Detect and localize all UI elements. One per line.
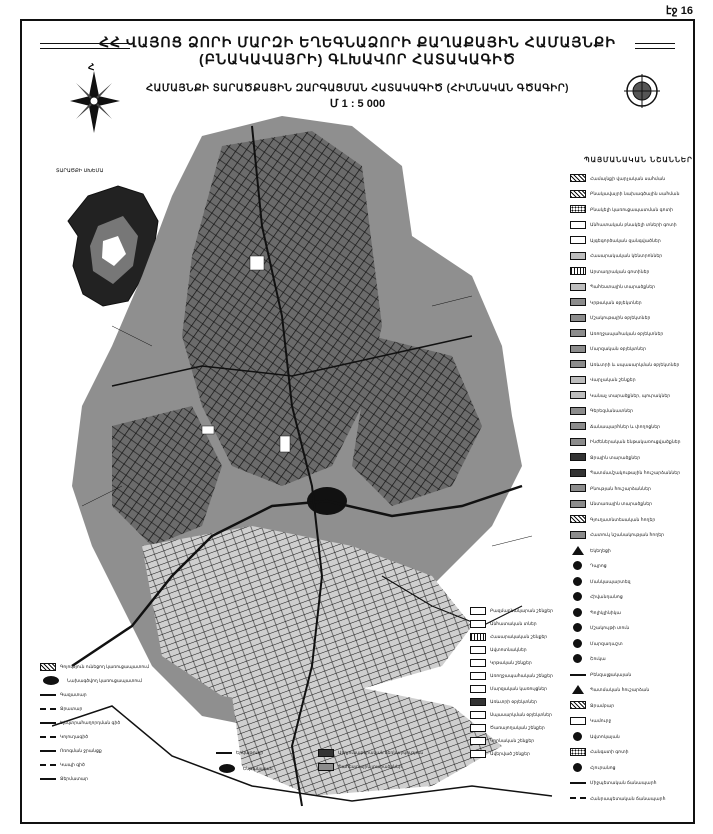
legend-symbol-icon (573, 654, 582, 663)
legend-symbol-icon (573, 608, 582, 617)
page-number: էջ 16 (665, 5, 693, 17)
legend-item (570, 575, 695, 587)
legend-label: Ավերված շենքեր (490, 751, 530, 756)
legend-item (570, 405, 695, 417)
legend-symbol-icon (570, 515, 586, 523)
legend-symbol-icon (40, 736, 56, 738)
legend-symbol-icon (570, 190, 586, 198)
legend-symbol-icon (570, 314, 586, 322)
legend-label: Անտառային տարածքներ (590, 501, 653, 506)
legend-label: Անհատական տներ (490, 621, 537, 626)
legend-label: Երկաթուղի (236, 750, 264, 755)
legend-item (570, 699, 695, 711)
legend-item (570, 777, 695, 789)
legend-symbol-icon (570, 717, 586, 725)
legend-item (470, 605, 553, 616)
map-title-line1: ՀՀ ՎԱՅՈՑ ՁՈՐԻ ՄԱՐԶԻ ԵՂԵԳՆԱՁՈՐԻ ՔԱՂԱՔԱՅԻՆ ՀԱՄԱՅՆՔԻ (99, 34, 616, 50)
legend-label: Արտադրական գոտիներ (590, 268, 650, 274)
legend-symbol-icon (43, 676, 59, 685)
legend-label: Բնության հուշարձաններ (590, 485, 651, 491)
legend-item (570, 265, 695, 277)
legend-symbol-icon (573, 577, 582, 586)
legend-item (40, 703, 82, 714)
legend-label: Եկեղեցի (590, 547, 611, 553)
legend-item (570, 560, 695, 572)
legend-symbol-icon (40, 764, 56, 766)
legend-symbol-icon (570, 205, 586, 213)
map-sheet (20, 19, 695, 824)
legend-item (570, 234, 695, 246)
legend-item (470, 644, 527, 655)
legend-symbol-icon (318, 749, 334, 757)
legend-symbol-icon (570, 236, 586, 244)
legend-symbol-icon (470, 698, 486, 706)
legend-item (318, 761, 402, 772)
legend-label: Պատմական հուշարձան (590, 687, 650, 692)
legend-item (570, 312, 695, 324)
map-title-line2: (ԲՆԱԿԱՎԱՅՐԻ) ԳԼԽԱՎՈՐ ՀԱՏԱԿԱԳԻԾ (199, 51, 516, 67)
legend-label: Ջրային տարածքներ (590, 454, 641, 460)
legend-symbol-icon (570, 500, 586, 508)
legend-label: Կրոնական շենքեր (490, 738, 535, 743)
legend-symbol-icon (470, 620, 486, 628)
legend-item (470, 722, 545, 733)
legend-symbol-icon (40, 750, 56, 752)
legend-item (570, 622, 695, 634)
legend-item (570, 637, 695, 649)
legend-label: Պոլիկլինիկա (590, 609, 622, 615)
legend-label: Ջրամբար (590, 702, 615, 708)
legend-item (40, 731, 88, 742)
legend-label: Գյուղատնտեսական հողեր (590, 516, 656, 522)
legend-symbol-icon (470, 659, 486, 667)
legend-symbol-icon (570, 674, 586, 676)
legend-item (216, 747, 263, 758)
legend-label: Միջպետական ճանապարհ (590, 780, 657, 785)
legend-item (470, 735, 534, 746)
legend-label: Բնակավայրի նախագծային սահման (590, 191, 680, 196)
legend-label: Ճանապարհներ և փողոցներ (590, 423, 661, 429)
legend-symbol-icon (570, 345, 586, 353)
legend-label: Հանրապետական ճանապարհ (590, 795, 666, 801)
legend-title: ՊԱՅՄԱՆԱԿԱՆ ՆՇԱՆՆԵՐ (584, 157, 693, 164)
legend-item (40, 773, 88, 784)
legend-symbol-icon (570, 252, 586, 260)
legend-symbol-icon (470, 672, 486, 680)
legend-item (570, 746, 695, 758)
legend-label: Նախագծվող կառուցապատում (67, 678, 143, 683)
legend-symbol-icon (570, 531, 586, 539)
legend-label: Կոյուղագիծ (60, 734, 89, 739)
legend-item (570, 653, 695, 665)
legend-label: Ծառայողական շենքեր (490, 725, 545, 730)
legend-item (470, 618, 537, 629)
legend-symbol-icon (470, 750, 486, 758)
legend-symbol-icon (40, 663, 56, 671)
legend-symbol-icon (570, 174, 586, 182)
legend-label: Սպասարկման օբյեկտներ (490, 712, 552, 717)
legend-item (570, 668, 695, 680)
legend-symbol-icon (470, 711, 486, 719)
legend-item (570, 467, 695, 479)
legend-label: Շուկա (590, 656, 606, 661)
legend-label: Հասարակական կենտրոններ (590, 253, 663, 258)
legend-symbol-icon (470, 685, 486, 693)
legend-item (40, 661, 149, 672)
legend-label: Կամուրջ (590, 718, 612, 723)
legend-symbol-icon (570, 376, 586, 384)
map-scale: Մ 1 : 5 000 (329, 98, 386, 110)
legend-item (40, 717, 120, 728)
legend-item (570, 296, 695, 308)
legend-item (570, 513, 695, 525)
legend-label: Կապի գիծ (60, 762, 85, 767)
legend-label: Կանաչ տարածքներ, պուրակներ (590, 392, 671, 398)
legend-label: Առևտրի օբյեկտներ (490, 699, 537, 704)
legend-label: Բազմաբնակարան շենքեր (490, 608, 553, 613)
legend-label: Պատմամշակութային հուշարձաններ (590, 470, 681, 475)
legend-item (570, 451, 695, 463)
legend-symbol-icon (570, 267, 586, 275)
legend-label: Ինժեներական ենթակառուցվածքներ (590, 439, 681, 444)
legend-symbol-icon (219, 764, 235, 773)
legend-label: Գոյություն ունեցող կառուցապատում (60, 664, 150, 669)
legend-item (570, 591, 695, 603)
legend-symbol-icon (573, 623, 582, 632)
legend-symbol-icon (570, 329, 586, 337)
legend-item (318, 747, 423, 758)
legend-symbol-icon (570, 391, 586, 399)
legend-item (570, 389, 695, 401)
legend-item (570, 358, 695, 370)
legend-item (570, 761, 695, 773)
legend-symbol-icon (216, 752, 232, 754)
legend-symbol-icon (570, 407, 586, 415)
legend-label: Հանգստի գոտի (590, 749, 629, 754)
legend-item (570, 482, 695, 494)
legend-item (570, 684, 695, 696)
legend-symbol-icon (318, 763, 334, 771)
legend-label: Անհատական բնակելի տների գոտի (590, 222, 677, 227)
legend-symbol-icon (40, 694, 56, 696)
legend-item (470, 709, 552, 720)
legend-label: Մարզական օբյեկտներ (590, 346, 646, 351)
legend-item (570, 188, 695, 200)
legend-symbol-icon (40, 722, 56, 724)
legend-label: Ավտոտնակներ (490, 647, 527, 652)
legend-symbol-icon (570, 484, 586, 492)
legend-symbol-icon (572, 546, 584, 555)
legend-symbol-icon (470, 633, 486, 641)
legend-label: Առողջապահական օբյեկտներ (590, 330, 664, 336)
legend-symbol-icon (570, 438, 586, 446)
legend-symbol-icon (572, 685, 584, 694)
legend-label: Էլեկտրահաղորդման գիծ (60, 720, 121, 725)
legend-label: Համայնքի վարչական սահման (590, 175, 666, 181)
legend-item (570, 606, 695, 618)
legend-label: Հիվանդանոց (590, 594, 623, 599)
legend-item (570, 498, 695, 510)
legend-label: Գերեզմանատներ (590, 408, 634, 413)
legend-item (570, 250, 695, 262)
legend-label: Ենթակայան (243, 766, 273, 771)
legend-symbol-icon (570, 453, 586, 461)
legend-item (216, 763, 273, 774)
legend-label: Ջերմատար (60, 776, 89, 781)
legend-item (470, 631, 547, 642)
legend-label: Կրթական օբյեկտներ (590, 299, 642, 305)
legend-item (40, 675, 142, 686)
legend-item (570, 420, 695, 432)
legend-label: Վարչական շենքեր (590, 377, 636, 382)
legend-label: Կրթական շենքեր (490, 660, 532, 665)
legend-label: Արդյունաբերական ձեռնարկություն (338, 750, 424, 755)
legend-item (570, 219, 695, 231)
legend-label: Ջրատար (60, 706, 83, 711)
legend-label: Մարզադաշտ (590, 640, 623, 646)
legend-label: Մարզական կառույցներ (490, 686, 547, 691)
legend-label: Առևտրի և սպասարկման օբյեկտներ (590, 361, 680, 367)
legend-label: Մանկապարտեզ (590, 578, 631, 584)
legend-label: Գազատար (60, 692, 87, 697)
legend-label: Բենզալցակայան (590, 671, 632, 677)
legend-item (570, 281, 695, 293)
legend-item (570, 374, 695, 386)
map-subtitle: ՀԱՄԱՅՆՔԻ ՏԱՐԱԾՔԱՅԻՆ ԶԱՐԳԱՑՄԱՆ ՀԱՏԱԿԱԳԻԾ (ՀԻՄՆԱԿԱՆ ԳԾԱԳԻՐ) (146, 83, 569, 94)
legend-symbol-icon (573, 561, 582, 570)
legend-item (570, 544, 695, 556)
legend-symbol-icon (573, 763, 582, 772)
legend-item (470, 696, 537, 707)
legend-label: Հյուրանոց (590, 764, 616, 770)
legend-symbol-icon (573, 732, 582, 741)
legend-item (570, 529, 695, 541)
legend-item (470, 748, 530, 759)
legend-label: Ավտոկայան (590, 733, 620, 739)
legend-symbol-icon (470, 724, 486, 732)
legend-symbol-icon (570, 422, 586, 430)
inset-label: ՏԱՐԱԾՔԻ ՍԽԵՄԱ (56, 168, 104, 174)
legend-label: Բնակելի կառուցապատման գոտի (590, 206, 673, 212)
legend-symbol-icon (573, 592, 582, 601)
north-label: Հ (88, 62, 95, 72)
legend-label: Դպրոց (590, 563, 607, 568)
legend-label: Մշակույթի տուն (590, 625, 630, 630)
legend-label: Պահեստային տարածքներ (338, 764, 402, 769)
legend-item (40, 745, 102, 756)
legend-item (570, 203, 695, 215)
legend-symbol-icon (40, 778, 56, 780)
legend-symbol-icon (470, 646, 486, 654)
legend-item (470, 670, 553, 681)
legend-label: Հատուկ նշանակության հողեր (590, 532, 665, 537)
legend-item (570, 792, 695, 804)
legend-symbol-icon (570, 748, 586, 756)
legend-item (570, 327, 695, 339)
emblem-icon (622, 73, 662, 109)
legend-item (570, 730, 695, 742)
legend-item (470, 657, 532, 668)
legend-label: Առողջապահական շենքեր (490, 673, 553, 678)
legend-label: Պահեստային տարածքներ (590, 284, 656, 289)
legend-symbol-icon (570, 701, 586, 709)
legend-symbol-icon (570, 283, 586, 291)
legend-label: Այգեգործական զանգվածներ (590, 237, 661, 243)
legend-symbol-icon (570, 221, 586, 229)
legend-item (40, 689, 87, 700)
legend-item (470, 683, 547, 694)
legend-symbol-icon (573, 639, 582, 648)
legend-item (570, 715, 695, 727)
legend-label: Ոռոգման ջրանցք (60, 748, 102, 753)
legend-symbol-icon (570, 298, 586, 306)
legend-item (40, 759, 85, 770)
legend-symbol-icon (570, 782, 586, 784)
legend-symbol-icon (570, 797, 586, 799)
legend-symbol-icon (470, 607, 486, 615)
legend-symbol-icon (570, 469, 586, 477)
legend-symbol-icon (570, 360, 586, 368)
legend-symbol-icon (470, 737, 486, 745)
legend-item (570, 436, 695, 448)
legend-symbol-icon (40, 708, 56, 710)
legend-item (570, 343, 695, 355)
legend-item (570, 172, 695, 184)
legend-label: Մշակութային օբյեկտներ (590, 315, 651, 320)
legend-label: Հասարակական շենքեր (490, 634, 548, 639)
